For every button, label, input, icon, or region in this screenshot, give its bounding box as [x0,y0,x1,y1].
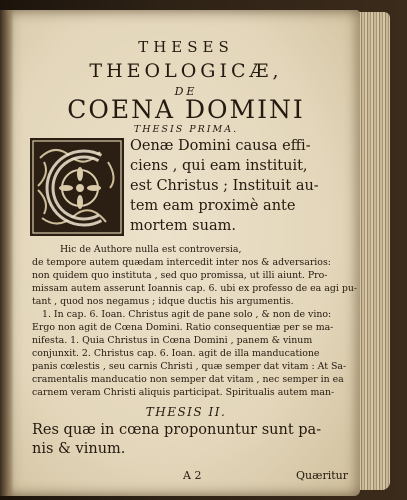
commentary-line-8: nifesta. 1. Quia Christus in Cœna Domini , panem & vinum [32,335,313,346]
title-theologicae: THEOLOGICÆ, [89,60,283,82]
commentary-line-7: Ergo non agit de Cœna Domini. Ratio consequentiæ per se ma- [32,322,334,333]
thesis2-line-1: Res quæ in cœna proponuntur sunt pa- [32,422,322,438]
thesis1-line-3: est Christus ; Instituit au- [130,178,319,194]
thesis1-line-2: ciens , qui eam instituit, [130,158,308,174]
title-de: DE [174,85,198,98]
commentary-line-10: panis cœlestis , seu carnis Christi , quæ semper dat vitam : At Sa- [32,361,347,372]
commentary-line-6: 1. In cap. 6. Ioan. Christus agit de pane solo , & non de vino: [42,309,332,320]
decorated-initial-c [30,138,124,236]
thesis1-line-4: tem eam proximè ante [130,198,296,214]
page-signature: A 2 [183,469,202,482]
commentary-line-11: cramentalis manducatio non semper dat vitam , nec semper in ea [32,374,344,385]
thesis1-line-1: Oenæ Domini causa effi- [130,138,311,154]
commentary-line-4: missam autem asserunt Ioannis cap. 6. ubi ex professo de ea agi pu- [32,283,358,294]
thesis1-line-5: mortem suam. [130,218,236,234]
ornament-initial-icon [30,138,124,236]
commentary-line-5: tant , quod nos negamus ; idque ductis his argumentis. [32,296,294,307]
thesis-prima-heading: THESIS PRIMA. [133,124,239,135]
commentary-line-2: de tempore autem quædam intercedit inter nos & adversarios: [32,257,331,268]
title-coena-domini: COENA DOMINI [67,95,305,124]
thesis2-line-2: nis & vinum. [32,441,126,457]
title-theses: THESES [138,38,234,56]
commentary-line-9: conjunxit. 2. Christus cap. 6. Ioan. agit de illa manducatione [32,348,320,359]
commentary-line-3: non quidem quo instituta , sed quo promissa, ut illi aiunt. Pro- [32,270,328,281]
commentary-line-1: Hic de Authore nulla est controversia, [60,244,242,255]
thesis-ii-heading: THESIS II. [145,405,227,419]
catchword: Quæritur [296,469,348,482]
commentary-line-12: carnem veram Christi aliquis participat. Spiritualis autem man- [32,387,335,398]
page-gutter [0,10,14,496]
